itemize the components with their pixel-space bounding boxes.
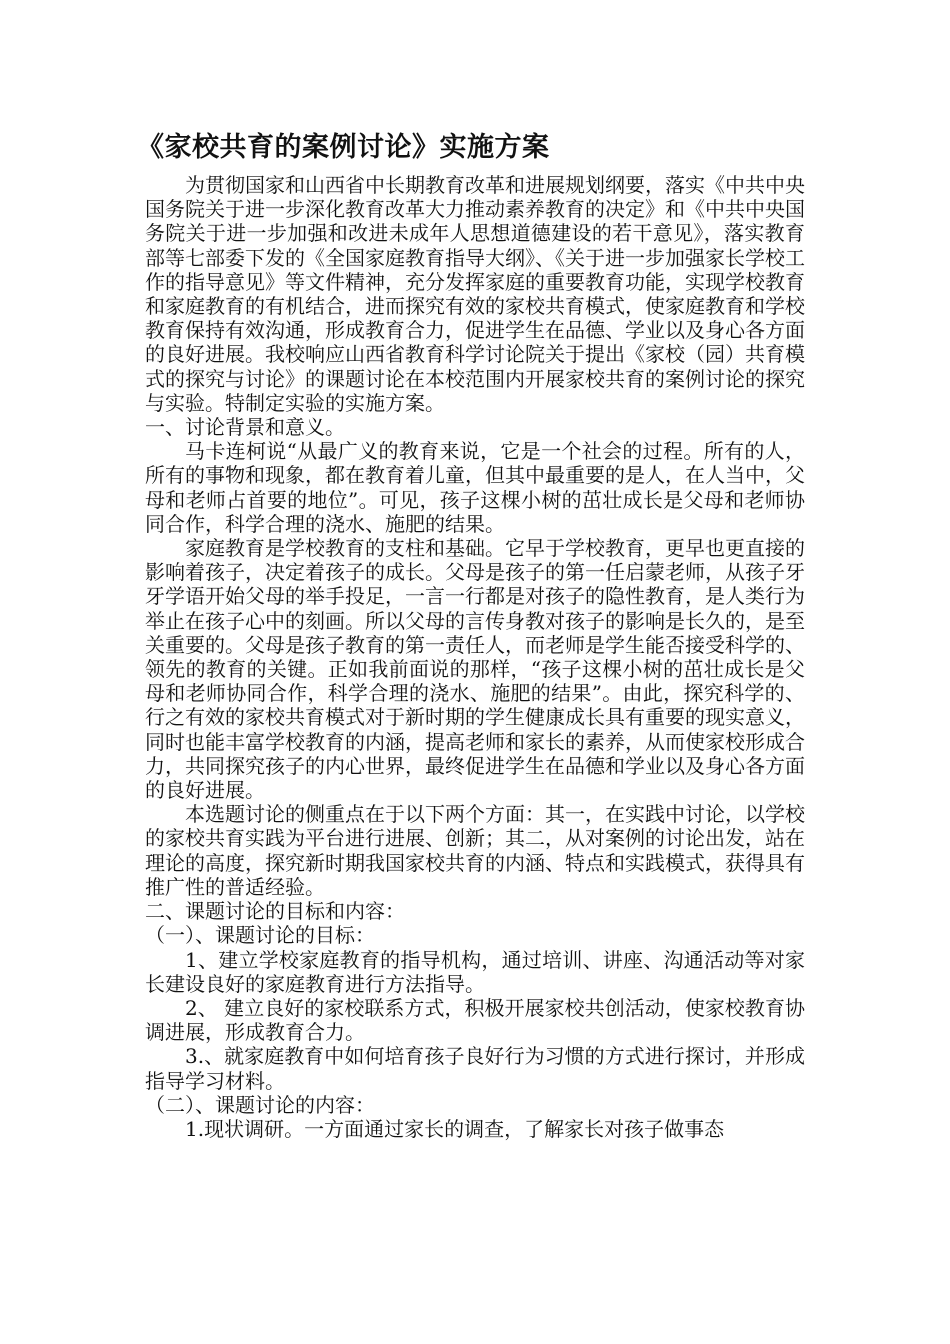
- body-paragraph: 家庭教育是学校教育的支柱和基础。它早于学校教育，更早也更直接的影响着孩子，决定着孩子的成长。父母是孩子的第一任启蒙老师，从孩子牙牙学语开始父母的举手投足，一言一行都是对孩子的隐性教育，是人类行为举止在孩子心中的刻画。所以父母的言传身教对孩子的影响是长久的，是至关重要的。父母是孩子教育的第一责任人，而老师是学生能否接受科学的、领先的教育的关键。正如我前面说的那样，“孩子这棵小树的茁壮成长是父母和老师协同合作，科学合理的浇水、施肥的结果”。由此，探究科学的、行之有效的家校共育模式对于新时期的学生健康成长具有重要的现实意义，同时也能丰富学校教育的内涵，提高老师和家长的素养，从而使家校形成合力，共同探究孩子的内心世界，最终促进学生在品德和学业以及身心各方面的良好进展。: [145, 536, 805, 803]
- body-paragraph: 为贯彻国家和山西省中长期教育改革和进展规划纲要，落实《中共中央国务院关于进一步深化教育改革大力推动素养教育的决定》和《中共中央国务院关于进一步加强和改进未成年人思想道德建设的若干意见》，落实教育部等七部委下发的《全国家庭教育指导大纲》、《关于进一步加强家长学校工作的指导意见》等文件精神，充分发挥家庭的重要教育功能，实现学校教育和家庭教育的有机结合，进而探究有效的家校共育模式，使家庭教育和学校教育保持有效沟通，形成教育合力，促进学生在品德、学业以及身心各方面的良好进展。我校响应山西省教育科学讨论院关于提出《家校（园）共育模式的探究与讨论》的课题讨论在本校范围内开展家校共育的案例讨论的探究与实验。特制定实验的实施方案。: [145, 173, 805, 415]
- section-heading: （二）、课题讨论的内容：: [145, 1092, 375, 1117]
- body-paragraph: 1、建立学校家庭教育的指导机构，通过培训、讲座、沟通活动等对家长建设良好的家庭教育进行方法指导。: [145, 947, 805, 996]
- body-paragraph: 3.、就家庭教育中如何培育孩子良好行为习惯的方式进行探讨，并形成指导学习材料。: [145, 1044, 805, 1093]
- body-paragraph: 马卡连柯说“从最广义的教育来说，它是一个社会的过程。所有的人，所有的事物和现象，都在教育着儿童，但其中最重要的是人，在人当中，父母和老师占首要的地位”。可见，孩子这棵小树的茁壮成长是父母和老师协同合作，科学合理的浇水、施肥的结果。: [145, 439, 805, 536]
- body-paragraph: 1.现状调研。一方面通过家长的调查，了解家长对孩子做事态: [185, 1116, 725, 1141]
- body-paragraph: 本选题讨论的侧重点在于以下两个方面：其一，在实践中讨论，以学校的家校共育实践为平台进行进展、创新；其二，从对案例的讨论出发，站在理论的高度，探究新时期我国家校共育的内涵、特点和实践模式，获得具有推广性的普适经验。: [145, 802, 805, 899]
- section-heading: （一）、课题讨论的目标：: [145, 923, 375, 948]
- body-paragraph: 2、 建立良好的家校联系方式，积极开展家校共创活动，使家校教育协调进展，形成教育合力。: [145, 995, 805, 1045]
- section-heading: 二、课题讨论的目标和内容：: [145, 899, 405, 924]
- document-title: 《家校共育的案例讨论》实施方案: [137, 132, 550, 163]
- section-heading: 一、讨论背景和意义。: [145, 415, 345, 440]
- document-body: [145, 173, 805, 1141]
